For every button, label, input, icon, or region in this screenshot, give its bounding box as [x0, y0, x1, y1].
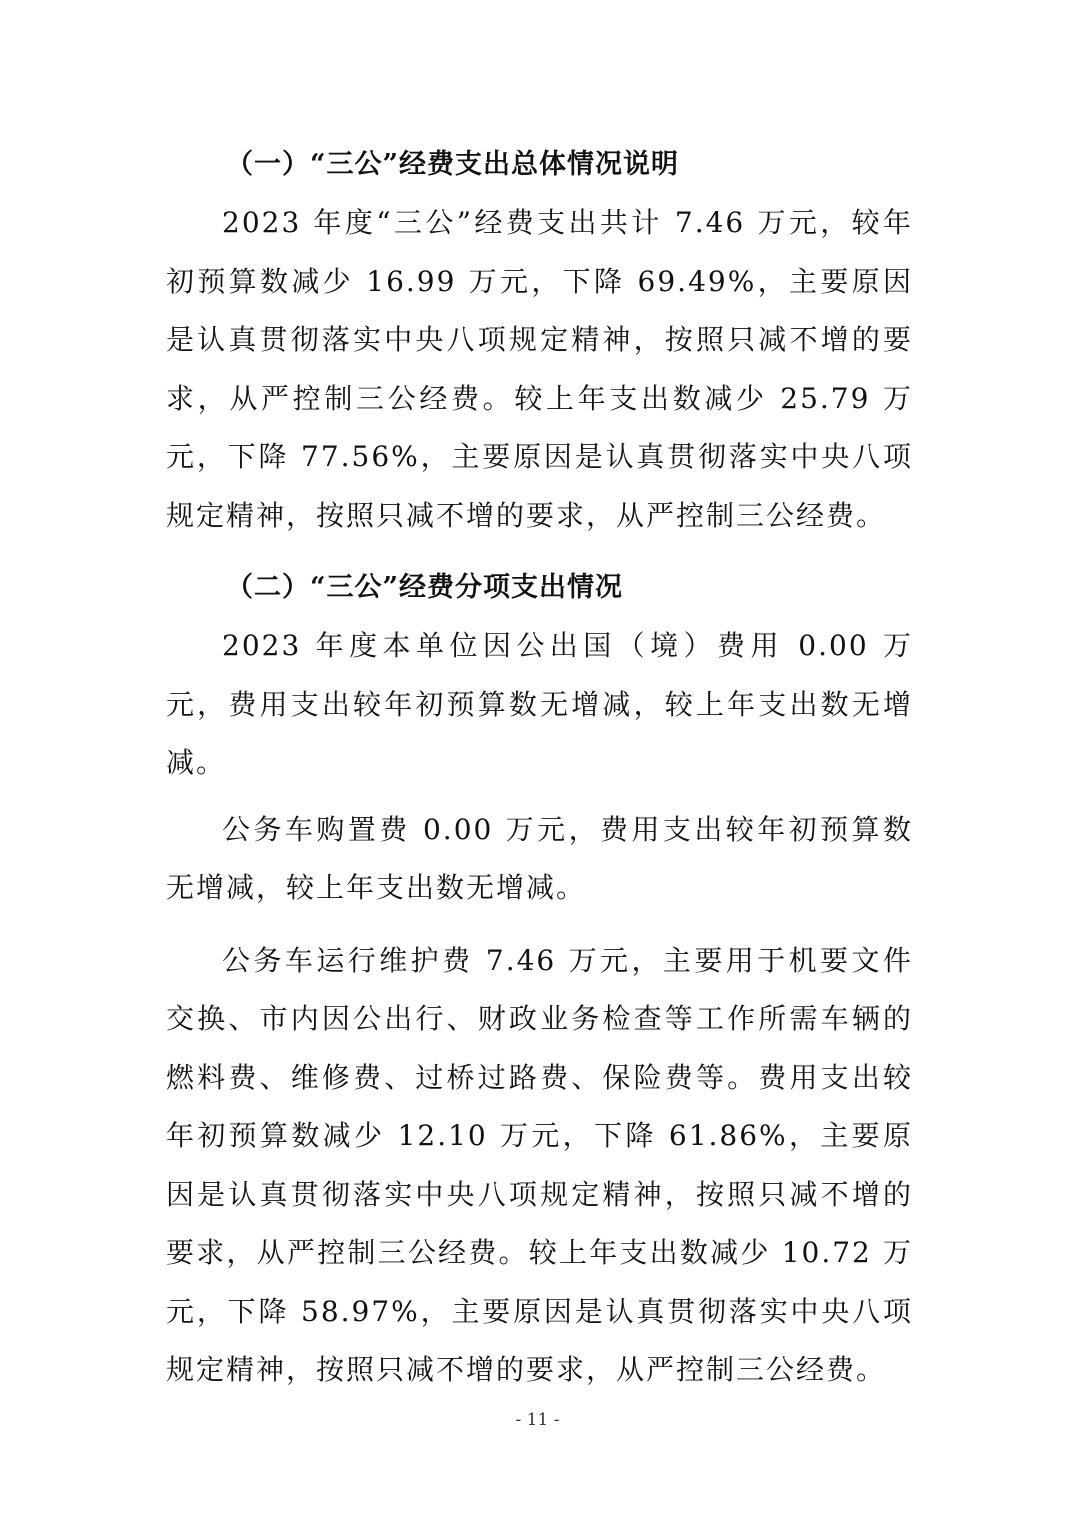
document-body [166, 136, 913, 1400]
paragraph-overseas-travel: 2023 年度本单位因公出国（境）费用 0.00 万元，费用支出较年初预算数无增减，较上年支出数无增减。 [166, 629, 913, 779]
section-heading-overview: （一）“三公”经费支出总体情况说明 [226, 149, 680, 180]
section-heading-itemized: （二）“三公”经费分项支出情况 [226, 572, 624, 603]
page-number: - 11 - [515, 1410, 560, 1430]
paragraph-vehicle-operation: 公务车运行维护费 7.46 万元，主要用于机要文件交换、市内因公出行、财政业务检查等工作所需车辆的燃料费、维修费、过桥过路费、保险费等。费用支出较年初预算数减少 12.10 万元，下降 61.86%，主要原因是认真贯彻落实中央八项规定精神，按照只减不增的要求，从严控制三公经费。较上年支出数减少 10.72 万元，下降 58.97%，主要原因是认真贯彻落实中央八项规定精神，按照只减不增的要求，从严控制三公经费。 [166, 943, 913, 1386]
paragraph-vehicle-purchase: 公务车购置费 0.00 万元，费用支出较年初预算数无增减，较上年支出数无增减。 [166, 812, 913, 904]
paragraph-overview: 2023 年度“三公”经费支出共计 7.46 万元，较年初预算数减少 16.99 万元，下降 69.49%，主要原因是认真贯彻落实中央八项规定精神，按照只减不增的要求，从严控制三公经费。较上年支出数减少 25.79 万元，下降 77.56%，主要原因是认真贯彻落实中央八项规定精神，按照只减不增的要求，从严控制三公经费。 [166, 206, 913, 532]
